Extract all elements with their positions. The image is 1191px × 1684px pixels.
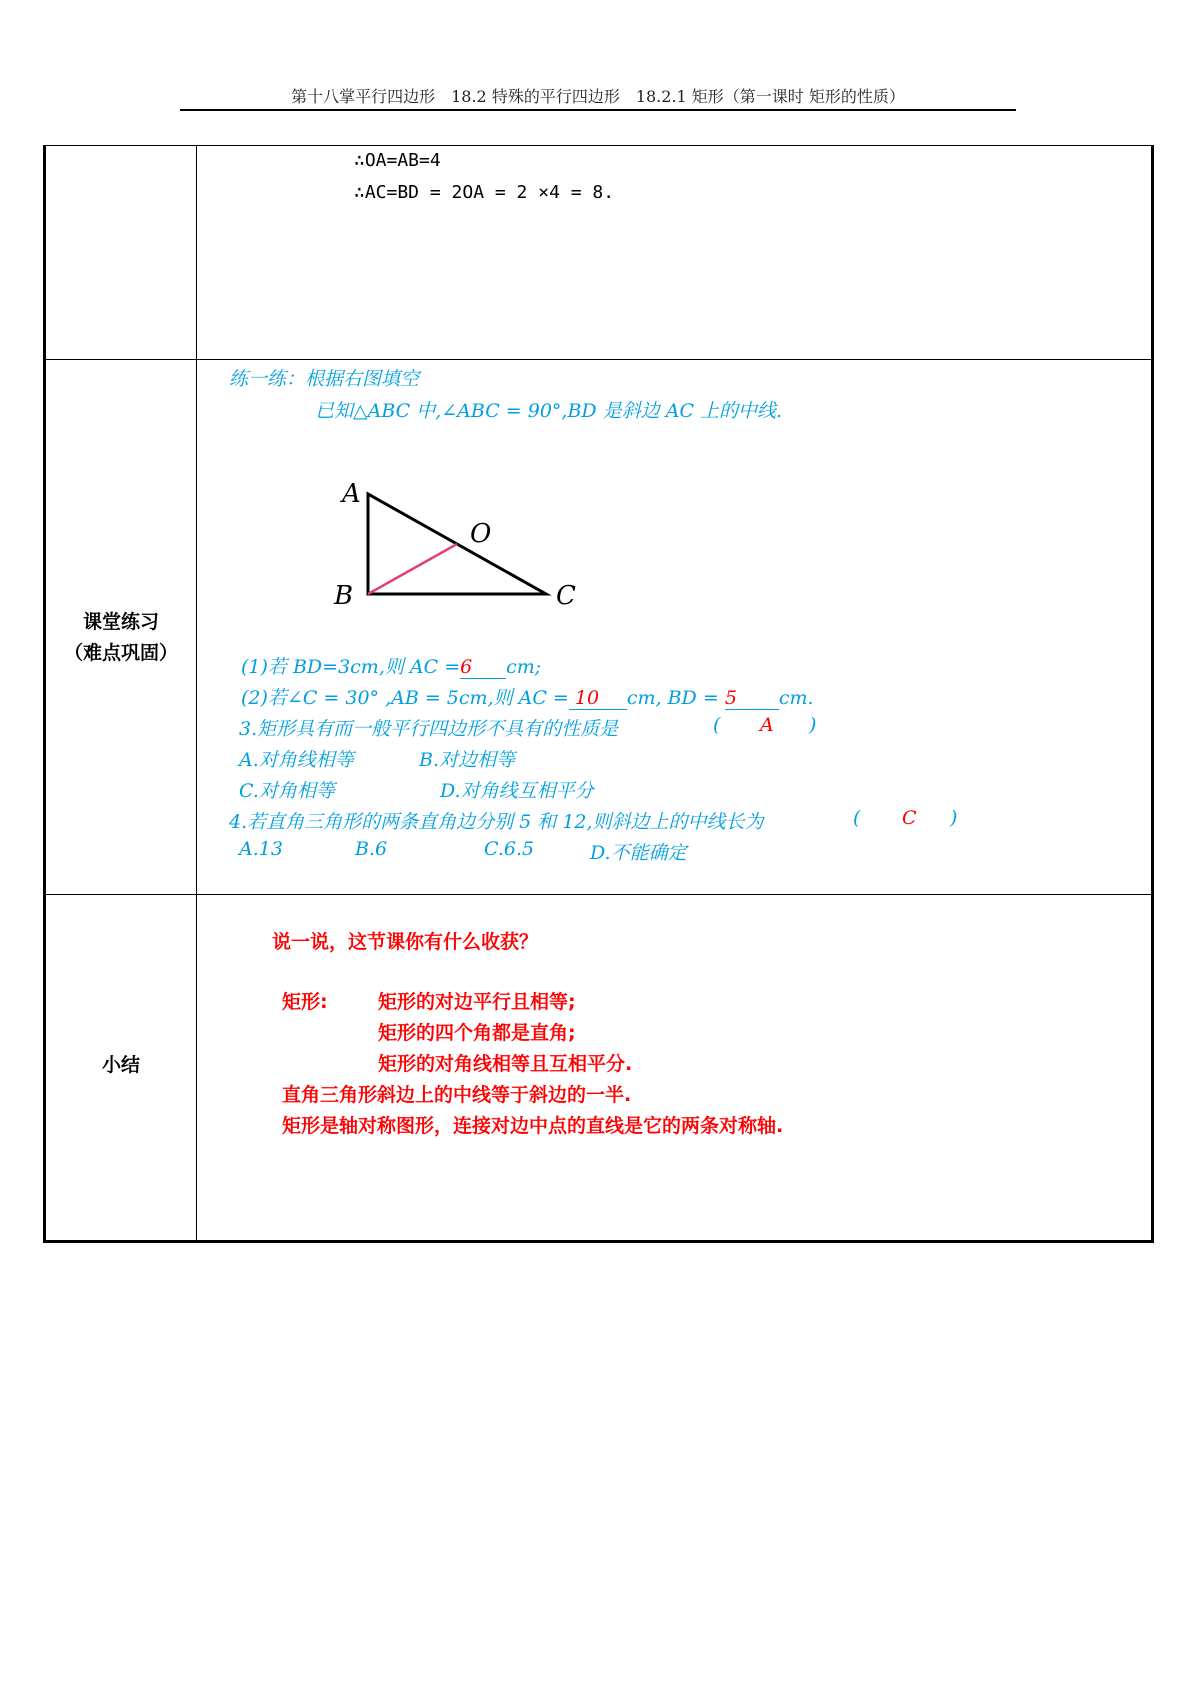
exercise-intro: 练一练：根据右图填空 xyxy=(229,368,420,390)
q1-answer: 6 xyxy=(460,656,473,678)
q2-answer-2: 5 xyxy=(724,687,737,709)
q3-option-c: C.对角相等 xyxy=(239,780,335,802)
vertex-b-label: B xyxy=(334,581,354,611)
q1-unit: cm; xyxy=(506,656,542,678)
vertex-a-label: A xyxy=(342,479,361,509)
row3-content-cell xyxy=(197,895,1153,1242)
q4-answer: C xyxy=(902,807,917,829)
q4-option-b: B.6 xyxy=(355,838,388,860)
q3-answer: A xyxy=(760,714,774,736)
q3-option-d: D.对角线互相平分 xyxy=(440,780,594,802)
row2-content-cell xyxy=(197,360,1153,895)
table-row xyxy=(45,146,1153,360)
q3-option-a: A.对角线相等 xyxy=(239,749,354,771)
summary-axis-symmetry: 矩形是轴对称图形，连接对边中点的直线是它的两条对称轴. xyxy=(282,1115,784,1137)
q2-middle: cm, BD = xyxy=(626,687,719,709)
summary-rect-label: 矩形: xyxy=(282,991,328,1013)
median-bd xyxy=(368,544,457,594)
q4-option-a: A.13 xyxy=(239,838,283,860)
q4-paren-open: ( xyxy=(853,807,861,829)
question-2 xyxy=(241,683,814,710)
vertex-c-label: C xyxy=(556,581,576,611)
row3-label-cell xyxy=(45,895,197,1242)
row1-content-cell xyxy=(197,146,1153,360)
q3-paren-open: ( xyxy=(713,714,721,736)
table-row xyxy=(45,360,1153,895)
q3-paren-close: ) xyxy=(809,714,817,736)
triangle-figure xyxy=(332,479,576,620)
lesson-table xyxy=(43,145,1154,1243)
q2-answer-1: 10 xyxy=(574,687,600,709)
q1-blank xyxy=(460,656,506,679)
row1-label-cell xyxy=(45,146,197,360)
row2-label-cell xyxy=(45,360,197,895)
summary-line-1: 矩形的对边平行且相等; xyxy=(378,991,576,1013)
table-row xyxy=(45,895,1153,1242)
q4-paren-close: ) xyxy=(950,807,958,829)
page-header: 第十八掌平行四边形 18.2 特殊的平行四边形 18.2.1 矩形（第一课时 矩形的性质） xyxy=(291,87,905,106)
proof-line-1: ∴OA=AB=4 xyxy=(354,150,441,171)
q2-text: (2)若∠C = 30° ,AB = 5cm,则 AC = xyxy=(241,687,569,709)
q3-option-b: B.对边相等 xyxy=(419,749,516,771)
point-o-label: O xyxy=(470,519,492,549)
summary-line-2: 矩形的四个角都是直角; xyxy=(378,1022,576,1044)
summary-prompt: 说一说，这节课你有什么收获？ xyxy=(272,931,539,953)
summary-right-triangle: 直角三角形斜边上的中线等于斜边的一半. xyxy=(282,1084,632,1106)
q2-unit: cm. xyxy=(778,687,814,709)
q2-blank-1 xyxy=(569,687,627,710)
proof-line-2: ∴AC=BD = 2OA = 2 ×4 = 8. xyxy=(354,182,615,203)
question-3: 3.矩形具有而一般平行四边形不具有的性质是 xyxy=(239,718,619,740)
question-1 xyxy=(241,652,541,679)
row2-label-line1: 课堂练习 xyxy=(82,611,159,633)
question-4: 4.若直角三角形的两条直角边分别 5 和 12,则斜边上的中线长为 xyxy=(229,811,764,833)
q4-option-c: C.6.5 xyxy=(484,838,535,860)
row2-label-line2: （难点巩固） xyxy=(63,642,178,664)
header-rule xyxy=(180,109,1016,111)
summary-line-3: 矩形的对角线相等且互相平分. xyxy=(378,1053,633,1075)
q2-blank-2 xyxy=(725,687,779,710)
q1-text: (1)若 BD=3cm,则 AC = xyxy=(241,656,461,678)
summary-label: 小结 xyxy=(101,1054,140,1076)
q4-option-d: D.不能确定 xyxy=(590,842,687,864)
exercise-given: 已知△ABC 中,∠ABC = 90°,BD 是斜边 AC 上的中线. xyxy=(315,400,783,422)
